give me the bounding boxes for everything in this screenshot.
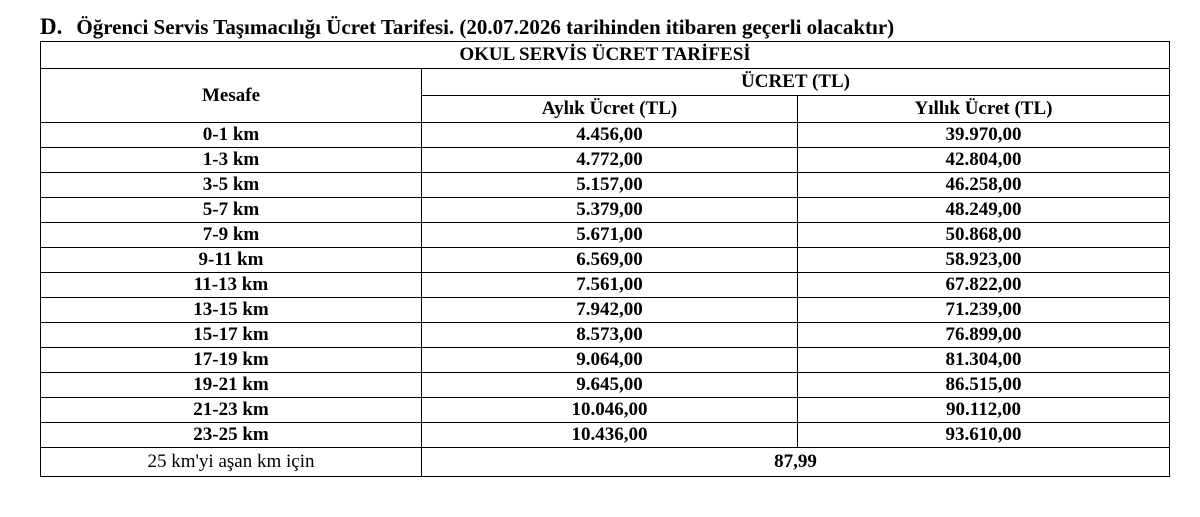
- yearly-fee-cell: 86.515,00: [798, 373, 1170, 398]
- monthly-fee-header: Aylık Ücret (TL): [422, 96, 798, 123]
- monthly-fee-cell: 5.379,00: [422, 198, 798, 223]
- yearly-fee-cell: 50.868,00: [798, 223, 1170, 248]
- distance-cell: 21-23 km: [41, 398, 422, 423]
- distance-cell: 11-13 km: [41, 273, 422, 298]
- distance-cell: 15-17 km: [41, 323, 422, 348]
- distance-cell: 19-21 km: [41, 373, 422, 398]
- monthly-fee-cell: 10.046,00: [422, 398, 798, 423]
- distance-cell: 9-11 km: [41, 248, 422, 273]
- distance-cell: 1-3 km: [41, 148, 422, 173]
- yearly-fee-cell: 42.804,00: [798, 148, 1170, 173]
- monthly-fee-cell: 6.569,00: [422, 248, 798, 273]
- table-row: [41, 248, 1170, 273]
- extra-km-row: [41, 448, 1170, 477]
- yearly-fee-cell: 46.258,00: [798, 173, 1170, 198]
- distance-header: Mesafe: [41, 69, 422, 123]
- monthly-fee-cell: 8.573,00: [422, 323, 798, 348]
- heading-text: Öğrenci Servis Taşımacılığı Ücret Tarifesi. (20.07.2026 tarihinden itibaren geçerli olacaktır): [76, 15, 895, 39]
- yearly-fee-cell: 39.970,00: [798, 123, 1170, 148]
- yearly-fee-cell: 71.239,00: [798, 298, 1170, 323]
- monthly-fee-cell: 4.456,00: [422, 123, 798, 148]
- table-row: [41, 273, 1170, 298]
- yearly-fee-cell: 76.899,00: [798, 323, 1170, 348]
- table-title: OKUL SERVİS ÜCRET TARİFESİ: [41, 42, 1170, 69]
- document-heading: [40, 14, 894, 40]
- fee-tariff-table: [40, 41, 1170, 477]
- table-body: [41, 123, 1170, 448]
- monthly-fee-cell: 5.671,00: [422, 223, 798, 248]
- distance-cell: 0-1 km: [41, 123, 422, 148]
- table-row: [41, 148, 1170, 173]
- table-row: [41, 173, 1170, 198]
- yearly-fee-cell: 48.249,00: [798, 198, 1170, 223]
- table-row: [41, 123, 1170, 148]
- table-row: [41, 423, 1170, 448]
- table-row: [41, 223, 1170, 248]
- yearly-fee-cell: 93.610,00: [798, 423, 1170, 448]
- extra-km-label: 25 km'yi aşan km için: [41, 448, 422, 477]
- distance-cell: 5-7 km: [41, 198, 422, 223]
- distance-cell: 13-15 km: [41, 298, 422, 323]
- monthly-fee-cell: 9.064,00: [422, 348, 798, 373]
- yearly-fee-cell: 58.923,00: [798, 248, 1170, 273]
- distance-cell: 7-9 km: [41, 223, 422, 248]
- table-row: [41, 198, 1170, 223]
- monthly-fee-cell: 7.561,00: [422, 273, 798, 298]
- section-letter: D.: [40, 14, 63, 39]
- distance-cell: 17-19 km: [41, 348, 422, 373]
- table-row: [41, 373, 1170, 398]
- monthly-fee-cell: 7.942,00: [422, 298, 798, 323]
- monthly-fee-cell: 4.772,00: [422, 148, 798, 173]
- extra-km-value: 87,99: [422, 448, 1170, 477]
- yearly-fee-cell: 67.822,00: [798, 273, 1170, 298]
- distance-cell: 23-25 km: [41, 423, 422, 448]
- distance-cell: 3-5 km: [41, 173, 422, 198]
- table-row: [41, 348, 1170, 373]
- monthly-fee-cell: 5.157,00: [422, 173, 798, 198]
- yearly-fee-cell: 90.112,00: [798, 398, 1170, 423]
- yearly-fee-cell: 81.304,00: [798, 348, 1170, 373]
- monthly-fee-cell: 10.436,00: [422, 423, 798, 448]
- table-row: [41, 398, 1170, 423]
- monthly-fee-cell: 9.645,00: [422, 373, 798, 398]
- table-row: [41, 298, 1170, 323]
- yearly-fee-header: Yıllık Ücret (TL): [798, 96, 1170, 123]
- table-row: [41, 323, 1170, 348]
- fee-header: ÜCRET (TL): [422, 69, 1170, 96]
